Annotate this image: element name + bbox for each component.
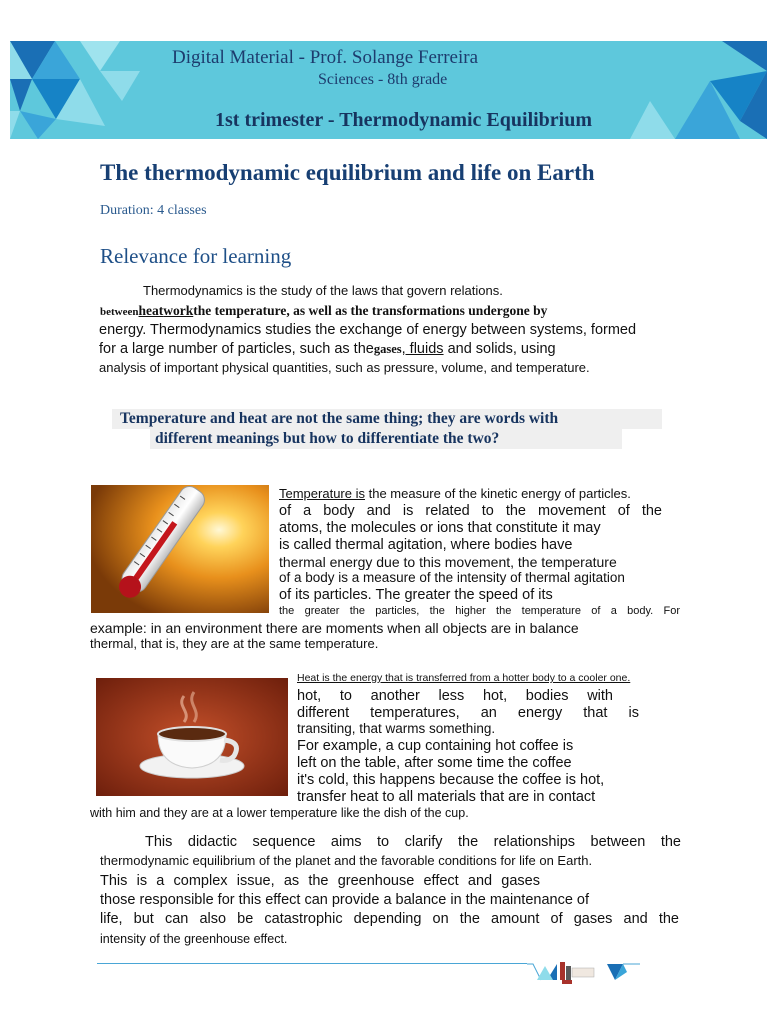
intro-gases: gases	[373, 342, 402, 356]
intro-line-1: Thermodynamics is the study of the laws that govern relations.	[143, 283, 503, 298]
intro-line-2	[100, 302, 547, 321]
temp-line-10: thermal, that is, they are at the same temperature.	[90, 636, 379, 651]
duration-label: Duration: 4 classes	[100, 203, 207, 218]
intro-heat-link[interactable]: heat	[138, 303, 164, 318]
closing-line-5: life, but can also be catastrophic depending on the amount of gases and the	[100, 911, 679, 927]
temp-line-2: of a body and is related to the movement of the	[279, 503, 662, 519]
thermometer-sun-image	[91, 485, 269, 613]
heat-line-7: it's cold, this happens because the coffee is hot,	[297, 772, 605, 788]
header-subtitle: Sciences - 8th grade	[318, 71, 448, 88]
heat-line-4: transiting, that warms something.	[297, 721, 496, 736]
heat-line-9: with him and they are at a lower temperature like the dish of the cup.	[90, 806, 469, 820]
closing-line-6: intensity of the greenhouse effect.	[100, 932, 288, 946]
closing-line-2: thermodynamic equilibrium of the planet and the favorable conditions for life on Earth.	[100, 853, 593, 868]
school-logo-icon	[560, 962, 594, 984]
intro-line-3: energy. Thermodynamics studies the exchange of energy between systems, formed	[99, 322, 637, 338]
heat-line-8: transfer heat to all materials that are in contact	[297, 789, 596, 805]
heat-line-6: left on the table, after some time the coffee	[297, 755, 572, 771]
heat-line-1	[297, 669, 630, 687]
temp-line-8: the greater the particles, the higher the temperature of a body. For	[279, 605, 680, 617]
temp-line-6: of a body is a measure of the intensity of thermal agitation	[279, 570, 625, 585]
closing-line-1: This didactic sequence aims to clarify the relationships between the	[145, 834, 681, 850]
footer-divider	[97, 963, 527, 964]
header-title: Digital Material - Prof. Solange Ferreira	[172, 47, 479, 68]
intro-line-4-a: for a large number of particles, such as the	[99, 341, 374, 357]
header-trimester: 1st trimester - Thermodynamic Equilibrium	[215, 109, 593, 131]
closing-line-3: This is a complex issue, as the greenhouse effect and gases	[100, 873, 540, 889]
temp-line-7: of its particles. The greater the speed of its	[279, 587, 553, 603]
temp-line-1	[279, 485, 631, 503]
heat-line-3: different temperatures, an energy that is	[297, 705, 639, 721]
footer-decoration-icon	[527, 950, 647, 986]
temp-line-9: example: in an environment there are moments when all objects are in balance	[90, 620, 579, 636]
closing-line-4: those responsible for this effect can provide a balance in the maintenance of	[100, 892, 590, 908]
intro-fluids-link[interactable]: , fluids	[401, 341, 444, 357]
intro-line-4	[99, 340, 556, 358]
intro-line-5: analysis of important physical quantities, such as pressure, volume, and temperature.	[99, 360, 590, 375]
coffee-cup-image	[96, 678, 288, 796]
intro-line-4-d: and solids, using	[443, 341, 556, 357]
heat-line-2: hot, to another less hot, bodies with	[297, 688, 613, 704]
intro-between: between	[100, 306, 139, 318]
callout-line-2: different meanings but how to differentiate the two?	[155, 430, 500, 447]
intro-work-link[interactable]: work	[163, 303, 194, 318]
temp-line-4: is called thermal agitation, where bodies have	[279, 537, 573, 553]
section-heading: Relevance for learning	[100, 244, 292, 268]
temp-line-3: atoms, the molecules or ions that constitute it may	[279, 520, 601, 536]
document-title: The thermodynamic equilibrium and life on Earth	[100, 160, 595, 185]
heat-definition: Heat is the energy that is transferred from a hotter body to a cooler one.	[297, 672, 631, 684]
heat-line-5: For example, a cup containing hot coffee is	[297, 738, 574, 754]
temp-line-5: thermal energy due to this movement, the temperature	[279, 554, 617, 570]
temperature-term: Temperature is	[279, 486, 365, 501]
intro-line-2-rest: the temperature, as well as the transformations undergone by	[193, 303, 548, 318]
callout-line-1: Temperature and heat are not the same thing; they are words with	[120, 410, 559, 427]
temp-line-1-rest: the measure of the kinetic energy of particles.	[364, 486, 631, 501]
